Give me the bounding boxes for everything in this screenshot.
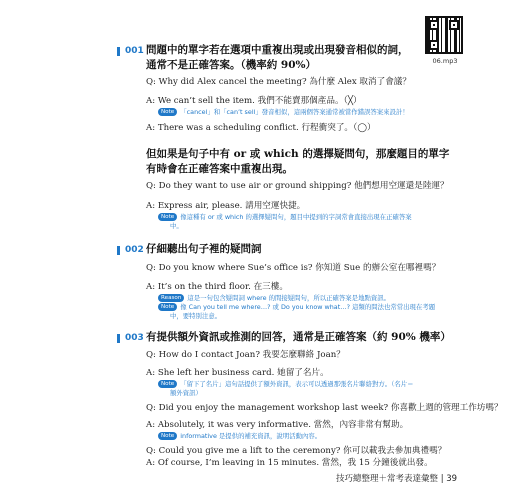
section-number: 002 — [125, 245, 144, 255]
note-text: 像這種有 or 或 which 的選擇疑問句，題目中提到的字詞常會直接出現在正確答案 — [180, 213, 412, 221]
note-text: 「留下了名片」這句話提供了額外資訊，表示可以透過那張名片聯絡對方。（名片＝ — [180, 380, 414, 388]
section-heading: 有時會在正確答案中重複出現。 — [146, 163, 293, 175]
question-line: Q: Do you know where Sue’s office is? 你知道 Sue 的辦公室在哪裡嗎？ — [146, 263, 441, 273]
reason-badge: Reason — [158, 294, 184, 302]
answer-line: A: We can’t sell the item. 我們不能賣那個產品。（╳） — [146, 96, 362, 106]
qr-finder — [449, 20, 459, 30]
section-heading: 仔細聽出句子裡的疑問詞 — [146, 243, 262, 255]
note-line — [158, 303, 435, 312]
question-line: Q: Could you give me a lift to the ceremony? 你可以載我去參加典禮嗎？ — [146, 446, 447, 456]
note-badge: Note — [158, 432, 177, 440]
note-line — [158, 213, 412, 222]
reason-text: 這是一句包含疑問詞 where 的間接疑問句，所以正確答案是地點資訊。 — [187, 294, 391, 302]
section-heading: 問題中的單字若在選項中重複出現或出現發音相似的詞， — [146, 44, 409, 56]
answer-line: A: Absolutely, it was very informative. 當然，內容非常有幫助。 — [146, 420, 409, 430]
audio-label: 06.mp3 — [432, 57, 458, 65]
note-text: 像 Can you tell me where…? 或 Do you know what…? 這類的問法也常常出現在考題 — [180, 303, 436, 311]
question-line: Q: How do I contact Joan? 我要怎麼聯絡 Joan？ — [146, 350, 345, 360]
page-footer: 技巧總整理＋常考表達彙整 | 39 — [336, 474, 458, 484]
note-badge: Note — [158, 380, 177, 388]
note-text: 「cancel」和「can’t sell」發音相似，這兩個答案通常被當作錯誤答案來設計！ — [180, 108, 409, 116]
section-heading: 有提供額外資訊或推測的回答，通常是正確答案（約 90% 機率） — [146, 331, 451, 343]
section-heading: 通常不是正確答案。（機率約 90%） — [146, 59, 316, 71]
qr-code[interactable] — [425, 16, 463, 54]
question-line: Q: Do they want to use air or ground shipping? 他們想用空運還是陸運？ — [146, 181, 449, 191]
note-line: 中，要特別注意。 — [170, 312, 222, 320]
section-heading: 但如果是句子中有 or 或 which 的選擇疑問句，那麼題目的單字 — [146, 148, 450, 160]
question-line: Q: Did you enjoy the management workshop last week? 你喜歡上週的管理工作坊嗎？ — [146, 403, 503, 413]
note-line — [158, 432, 321, 441]
reason-line — [158, 294, 390, 303]
note-line: 額外資訊） — [170, 389, 202, 397]
answer-line: A: There was a scheduling conflict. 行程衝突了。（◯） — [146, 123, 376, 133]
answer-line: A: Of course, I’m leaving in 15 minutes. 當然，我 15 分鐘後就出發。 — [146, 458, 433, 468]
section-number: 003 — [125, 333, 144, 343]
note-line: 中。 — [170, 222, 183, 230]
section-number: 001 — [125, 46, 144, 56]
note-badge: Note — [158, 213, 177, 221]
answer-line: A: Express air, please. 請用空運快捷。 — [146, 201, 306, 211]
qr-finder — [429, 20, 439, 30]
note-badge: Note — [158, 108, 177, 116]
note-line — [158, 380, 414, 389]
question-line: Q: Why did Alex cancel the meeting? 為什麼 Alex 取消了會議？ — [146, 77, 411, 87]
note-text: informative 是提供的補充資訊，說明活動內容。 — [180, 432, 322, 440]
answer-line: A: She left her business card. 她留了名片。 — [146, 368, 329, 378]
note-line — [158, 108, 409, 117]
answer-line: A: It’s on the third floor. 在三樓。 — [146, 282, 288, 292]
qr-finder — [429, 40, 439, 50]
note-badge: Note — [158, 303, 177, 311]
